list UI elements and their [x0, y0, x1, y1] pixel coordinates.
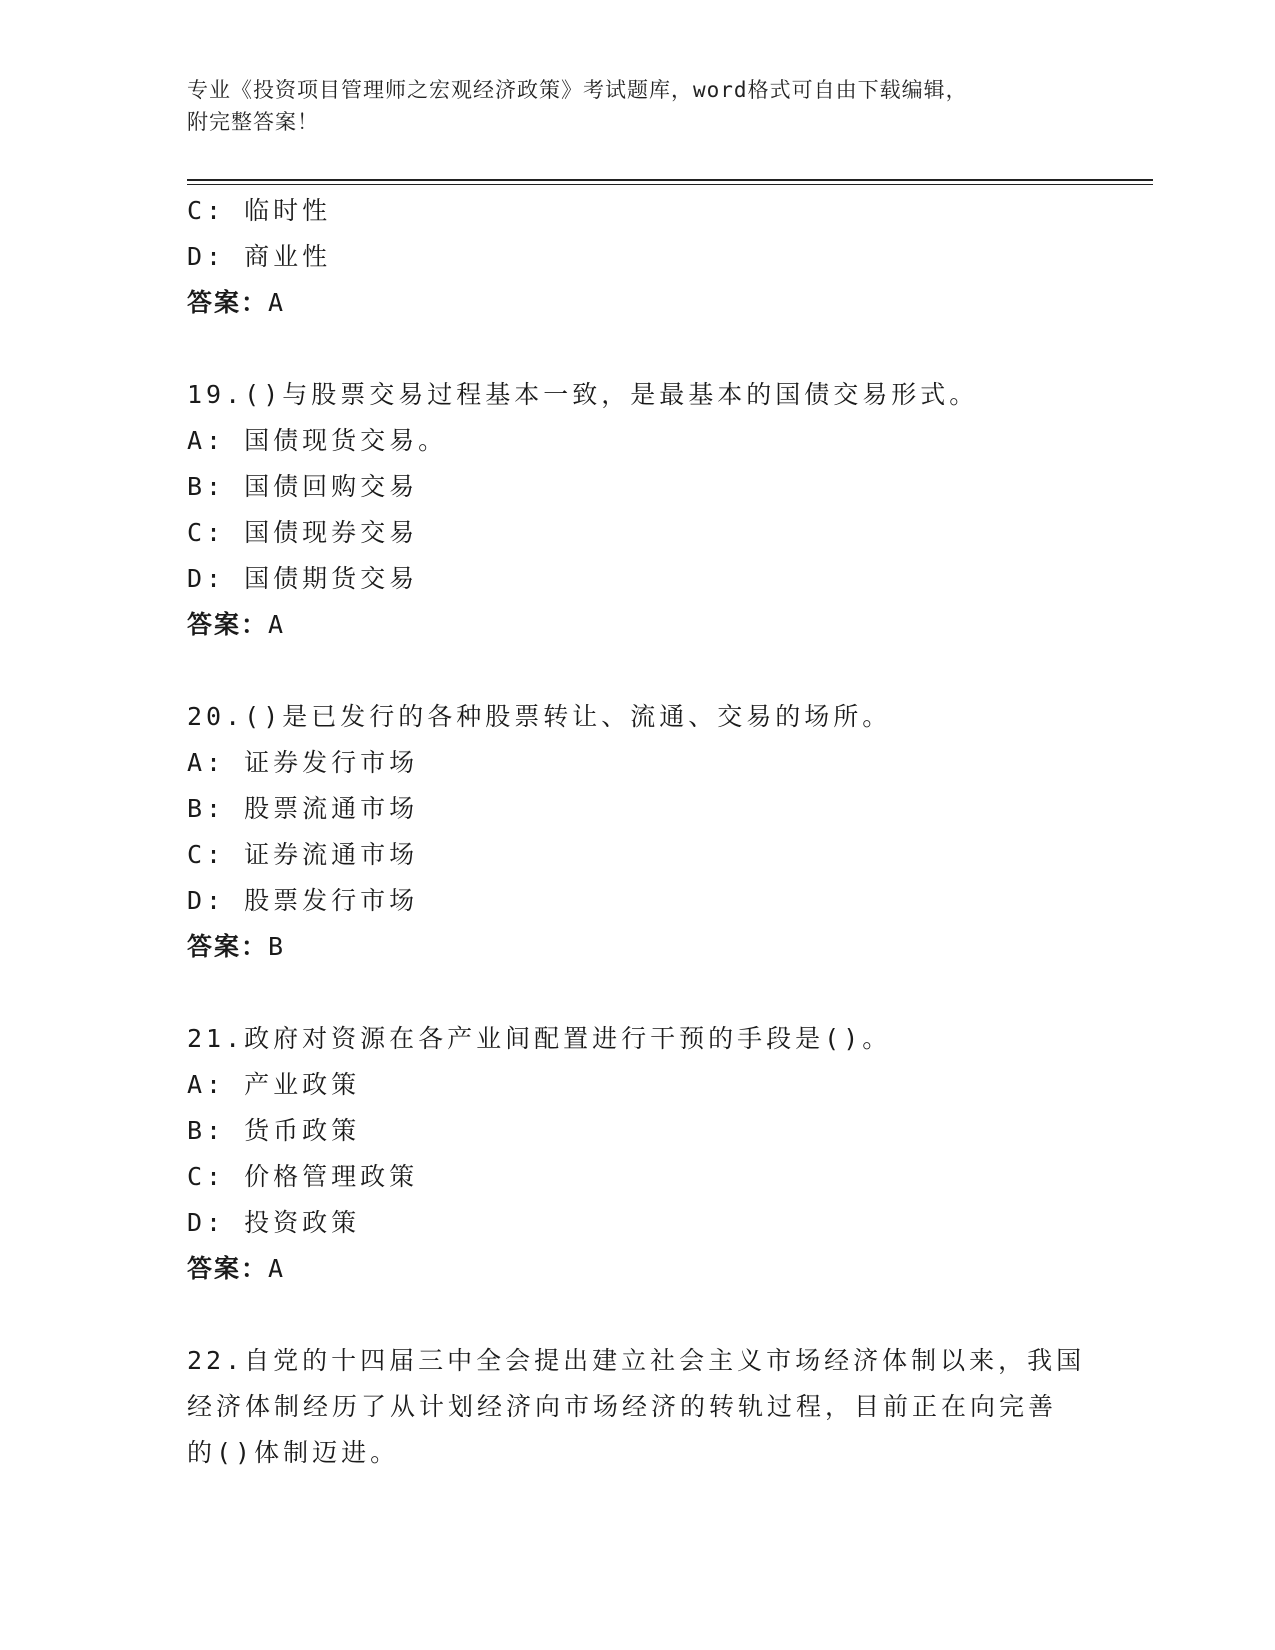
option-item: A: 国债现货交易。	[187, 426, 448, 455]
answer-value: B	[268, 932, 286, 961]
header-line-2: 附完整答案！	[187, 110, 319, 134]
answer-line	[187, 280, 1087, 326]
answer-label: 答案：	[187, 1254, 269, 1283]
document-header	[187, 74, 1087, 138]
answer-line	[187, 602, 1087, 648]
answer-line	[187, 924, 1087, 970]
header-divider-thin	[187, 184, 1153, 185]
question-block	[187, 372, 1087, 648]
answer-label: 答案：	[187, 610, 269, 639]
question-text: 19.()与股票交易过程基本一致，是最基本的国债交易形式。	[187, 380, 979, 409]
question-block	[187, 1338, 1087, 1476]
option-item: D: 股票发行市场	[187, 886, 419, 915]
option-item: D: 商业性	[187, 242, 332, 271]
option-item: B: 股票流通市场	[187, 794, 419, 823]
option-item: B: 国债回购交易	[187, 472, 419, 501]
option-item: D: 国债期货交易	[187, 564, 419, 593]
option-item: C: 临时性	[187, 196, 332, 225]
spacer	[187, 326, 1087, 372]
answer-value: A	[268, 288, 286, 317]
question-list	[187, 188, 1087, 1476]
spacer	[187, 648, 1087, 694]
option-item: C: 国债现券交易	[187, 518, 419, 547]
question-text-line: 22.自党的十四届三中全会提出建立社会主义市场经济体制以来，我国	[187, 1346, 1086, 1375]
question-text-line: 的()体制迈进。	[187, 1438, 400, 1467]
answer-value: A	[268, 1254, 286, 1283]
question-text: 21.政府对资源在各产业间配置进行干预的手段是()。	[187, 1024, 892, 1053]
answer-label: 答案：	[187, 932, 269, 961]
spacer	[187, 970, 1087, 1016]
answer-value: A	[268, 610, 286, 639]
header-divider-thick	[187, 179, 1153, 181]
question-text-line: 经济体制经历了从计划经济向市场经济的转轨过程，目前正在向完善	[187, 1392, 1058, 1421]
header-line-1: 专业《投资项目管理师之宏观经济政策》考试题库，word格式可自由下载编辑，	[187, 78, 968, 102]
option-item: C: 价格管理政策	[187, 1162, 419, 1191]
question-block	[187, 1016, 1087, 1292]
question-block	[187, 694, 1087, 970]
answer-label: 答案：	[187, 288, 269, 317]
question-fragment	[187, 188, 1087, 326]
option-item: A: 产业政策	[187, 1070, 361, 1099]
option-item: A: 证券发行市场	[187, 748, 419, 777]
spacer	[187, 1292, 1087, 1338]
answer-line	[187, 1246, 1087, 1292]
option-item: D: 投资政策	[187, 1208, 361, 1237]
option-item: C: 证券流通市场	[187, 840, 419, 869]
option-item: B: 货币政策	[187, 1116, 361, 1145]
question-text: 20.()是已发行的各种股票转让、流通、交易的场所。	[187, 702, 892, 731]
